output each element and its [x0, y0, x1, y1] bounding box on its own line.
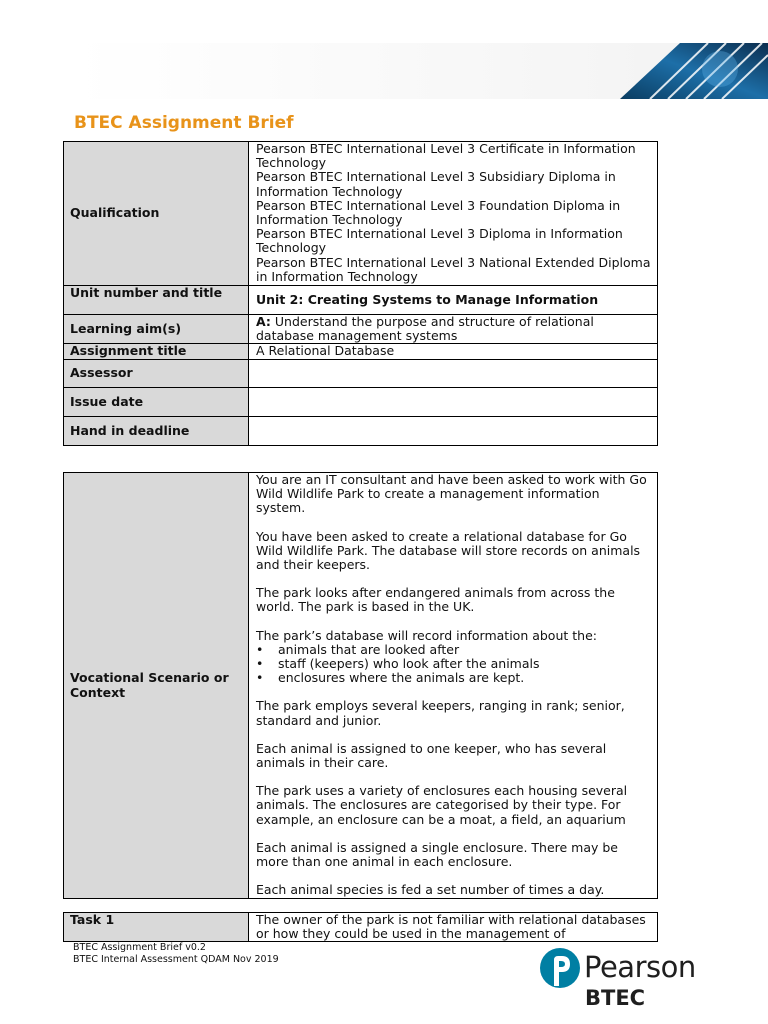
- scenario-table: [63, 472, 658, 899]
- bullet-item: • staff (keepers) who look after the animals: [256, 657, 652, 671]
- task-row: [64, 913, 658, 942]
- issue-date-row: [64, 387, 658, 416]
- footer: [73, 942, 279, 966]
- btec-wordmark: BTEC: [585, 986, 646, 1010]
- footer-qdam: BTEC Internal Assessment QDAM Nov 2019: [73, 954, 279, 965]
- assessor-value[interactable]: [249, 359, 658, 387]
- footer-version: BTEC Assignment Brief v0.2: [73, 942, 206, 953]
- scenario-paragraph: You are an IT consultant and have been asked to work with Go Wild Wildlife Park to create a management information system.: [256, 472, 647, 516]
- task-table: [63, 912, 658, 942]
- unit-row: [64, 286, 658, 315]
- assignment-title-value: A Relational Database: [249, 344, 658, 359]
- details-table: [63, 141, 658, 446]
- scenario-paragraph: Each animal is assigned to one keeper, who has several animals in their care.: [256, 740, 607, 771]
- scenario-paragraph: The park’s database will record information about the:: [256, 627, 597, 643]
- deadline-value[interactable]: [249, 416, 658, 445]
- scenario-text: [249, 473, 658, 899]
- scenario-paragraph: Each animal species is fed a set number of times a day.: [256, 882, 605, 898]
- assignment-title-label: Assignment title: [64, 344, 249, 359]
- task-label: Task 1: [64, 913, 249, 942]
- qualification-item: Pearson BTEC International Level 3 Diploma in Information Technology: [256, 226, 623, 256]
- scenario-paragraph: The park looks after endangered animals from across the world. The park is based in the UK.: [256, 585, 615, 615]
- qualification-item: Pearson BTEC International Level 3 Subsidiary Diploma in Information Technology: [256, 169, 616, 199]
- scenario-row: [64, 473, 658, 899]
- qualification-item: Pearson BTEC International Level 3 National Extended Diploma in Information Technology: [256, 254, 651, 284]
- issue-date-value[interactable]: [249, 387, 658, 416]
- qualification-value: [249, 142, 658, 286]
- brief-title: BTEC Assignment Brief: [74, 113, 294, 133]
- aims-label: Learning aim(s): [64, 315, 249, 344]
- qualification-row: [64, 142, 658, 286]
- unit-label: Unit number and title: [64, 286, 249, 315]
- aims-value: [249, 315, 658, 344]
- deadline-row: [64, 416, 658, 445]
- pearson-wordmark: Pearson: [584, 950, 696, 984]
- issue-date-label: Issue date: [64, 387, 249, 416]
- aims-prefix: A:: [256, 314, 271, 329]
- scenario-paragraph: Each animal is assigned a single enclosure. There may be more than one animal in each enclosure.: [256, 839, 618, 870]
- qualification-item: Pearson BTEC International Level 3 Foundation Diploma in Information Technology: [256, 197, 621, 228]
- scenario-paragraph: The park employs several keepers, ranging in rank; senior, standard and junior.: [256, 698, 625, 728]
- pearson-logo-icon: [540, 946, 580, 994]
- bullet-item: • enclosures where the animals are kept.: [256, 671, 652, 685]
- scenario-paragraph: You have been asked to create a relational database for Go Wild Wildlife Park. The database will store records on animals and their keepers.: [256, 528, 641, 573]
- assessor-label: Assessor: [64, 359, 249, 387]
- scenario-bullet-list: [256, 643, 652, 686]
- assessor-row: [64, 359, 658, 387]
- scenario-paragraph: The park uses a variety of enclosures each housing several animals. The enclosures are categorised by their type. For example, an enclosure can be a moat, a field, an aquarium: [256, 783, 628, 827]
- bullet-item: • animals that are looked after: [256, 643, 652, 657]
- qualification-label: Qualification: [64, 142, 249, 286]
- header-graphic: [620, 43, 768, 99]
- assignment-title-row: [64, 344, 658, 359]
- deadline-label: Hand in deadline: [64, 416, 249, 445]
- aims-text: Understand the purpose and structure of relational database management systems: [256, 314, 594, 344]
- aims-row: [64, 315, 658, 344]
- scenario-label: Vocational Scenario or Context: [64, 473, 249, 899]
- task-text: The owner of the park is not familiar with relational databases or how they could be used in the management of: [249, 913, 658, 942]
- qualification-item: Pearson BTEC International Level 3 Certificate in Information Technology: [256, 141, 636, 171]
- unit-value: Unit 2: Creating Systems to Manage Information: [249, 286, 658, 315]
